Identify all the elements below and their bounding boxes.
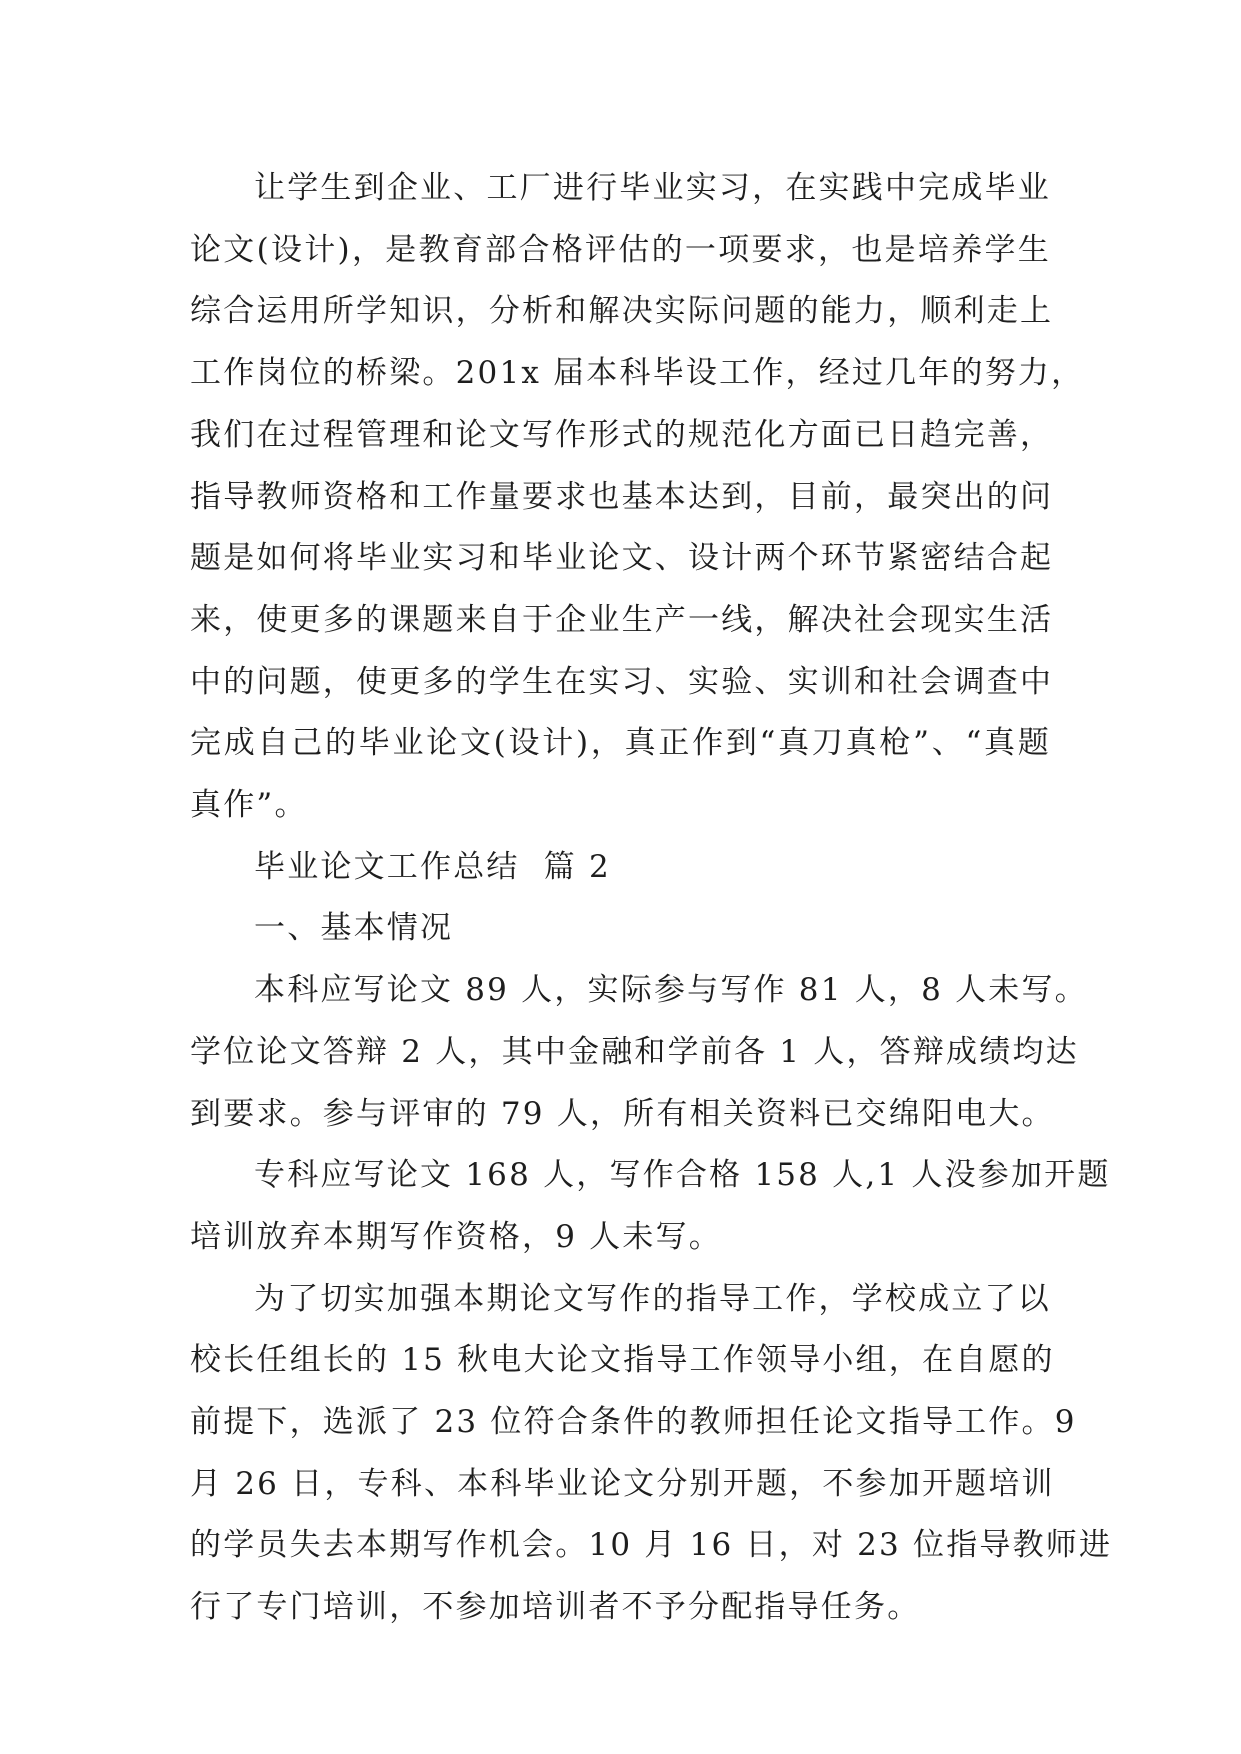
text-line: 为了切实加强本期论文写作的指导工作，学校成立了以 (254, 1280, 1051, 1317)
text-line: 完成自己的毕业论文(设计)，真正作到“真刀真枪”、“真题 (190, 725, 1051, 762)
text-line: 本科应写论文 89 人，实际参与写作 81 人，8 人未写。 (254, 972, 1088, 1009)
text-line: 前提下，选派了 23 位符合条件的教师担任论文指导工作。9 (190, 1404, 1077, 1441)
text-line: 题是如何将毕业实习和毕业论文、设计两个环节紧密结合起 (190, 540, 1054, 577)
text-line: 培训放弃本期写作资格，9 人未写。 (190, 1218, 722, 1255)
section-title: 毕业论文工作总结 篇 2 (254, 848, 611, 885)
paragraph-intro (190, 158, 1085, 837)
text-line: 综合运用所学知识，分析和解决实际问题的能力，顺利走上 (190, 293, 1054, 330)
text-line: 我们在过程管理和论文写作形式的规范化方面已日趋完善， (190, 416, 1054, 453)
text-line: 行了专门培训，不参加培训者不予分配指导任务。 (190, 1589, 921, 1626)
text-line: 真作”。 (190, 787, 308, 824)
text-line: 论文(设计)，是教育部合格评估的一项要求，也是培养学生 (190, 231, 1051, 268)
text-line: 指导教师资格和工作量要求也基本达到，目前，最突出的问 (190, 478, 1054, 515)
text-line: 让学生到企业、工厂进行毕业实习，在实践中完成毕业 (254, 170, 1051, 206)
text-line: 到要求。参与评审的 79 人，所有相关资料已交绵阳电大。 (190, 1095, 1055, 1132)
text-line: 学位论文答辩 2 人，其中金融和学前各 1 人，答辩成绩均达 (190, 1033, 1079, 1070)
text-line: 校长任组长的 15 秋电大论文指导工作领导小组，在自愿的 (190, 1342, 1055, 1379)
text-line: 来，使更多的课题来自于企业生产一线，解决社会现实生活 (190, 601, 1054, 638)
text-line: 工作岗位的桥梁。201x 届本科毕设工作，经过几年的努力， (190, 355, 1085, 392)
text-line: 的学员失去本期写作机会。10 月 16 日，对 23 位指导教师进 (190, 1527, 1113, 1564)
paragraph-guidance (190, 1269, 1113, 1639)
text-line: 专科应写论文 168 人，写作合格 158 人,1 人没参加开题 (254, 1157, 1111, 1194)
text-line: 月 26 日，专科、本科毕业论文分别开题，不参加开题培训 (190, 1465, 1055, 1502)
text-line: 中的问题，使更多的学生在实习、实验、实训和社会调查中 (190, 663, 1054, 700)
paragraph-college (190, 1145, 1111, 1268)
paragraph-undergraduate (190, 960, 1088, 1145)
document-body (190, 158, 1113, 1639)
subsection-heading: 一、基本情况 (254, 910, 454, 947)
